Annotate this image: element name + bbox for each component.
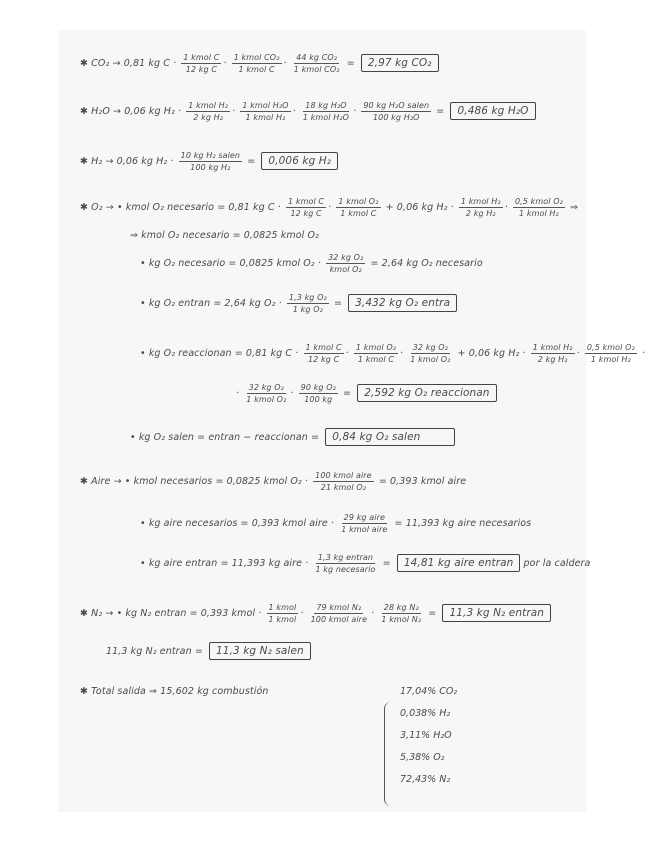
co2-calculation: ✱ CO₂ → 0,81 kg C · $\frac{\text{1 kmol C}}{\text{12 kg C}}$ · $\frac{\text{1 kmol CO₂}}{\text{1 kmol C}}$ · $\frac{\text{44 kg CO₂}}{\text{1 kmol CO₂}}$ = 2,97 kg CO₂: [80, 52, 439, 75]
pct-h2: 0,038% H₂: [400, 708, 451, 719]
n2-leaving-box: 11,3 kg N₂ salen: [209, 642, 311, 660]
handwritten-sheet: [58, 30, 646, 812]
air-entering: • kg aire entran = 11,393 kg aire · $\frac{\text{1,3 kg entran}}{\text{1 kg necesario}}$ = 14,81 kg aire entran por la caldera: [140, 553, 591, 574]
co2-result-box: 2,97 kg CO₂: [361, 54, 439, 72]
o2-entering-box: 3,432 kg O₂ entra: [348, 294, 457, 312]
air-kmol-needed: ✱ Aire → • kmol necesarios = 0,0825 kmol O₂ · $\frac{\text{100 kmol aire}}{\text{21 kmol O₂}}$ = 0,393 kmol aire: [80, 471, 467, 492]
h2o-result-box: 0,486 kg H₂O: [450, 102, 535, 120]
o2-leaving: • kg O₂ salen = entran − reaccionan = 0,84 kg O₂ salen: [130, 428, 455, 446]
percent-brace: [384, 702, 395, 806]
air-kg-needed: • kg aire necesarios = 0,393 kmol aire · $\frac{\text{29 kg aire}}{\text{1 kmol aire}}$ = 11,393 kg aire necesarios: [140, 513, 532, 534]
o2-needed-kg: • kg O₂ necesario = 0,0825 kmol O₂ · $\frac{\text{32 kg O₂}}{\text{kmol O₂}}$ = 2,64 kg O₂ necesario: [140, 253, 483, 274]
pct-n2: 72,43% N₂: [400, 774, 451, 785]
o2-needed-kmol: ✱ O₂ → • kmol O₂ necesario = 0,81 kg C · $\frac{\text{1 kmol C}}{\text{12 kg C}}$ · $\frac{\text{1 kmol O₂}}{\text{1 kmol C}}$ + 0,06 kg H₂ · $\frac{\text{1 kmol H₂}}{\text{2 kg H₂}}$ · $\frac{\text{0,5 kmol O₂}}{\text{1 kmol H₂}}$ ⇒: [80, 197, 579, 218]
h2-result-box: 0,006 kg H₂: [261, 152, 338, 170]
o2-reacting-cont: · $\frac{\text{32 kg O₂}}{\text{1 kmol O₂}}$ · $\frac{\text{90 kg O₂}}{100 kg}$ = 2,592 kg O₂ reaccionan: [236, 382, 497, 405]
pct-h2o: 3,11% H₂O: [400, 730, 452, 741]
o2-needed-kmol-result: ⇒ kmol O₂ necesario = 0,0825 kmol O₂: [130, 230, 319, 241]
air-entering-box: 14,81 kg aire entran: [397, 554, 521, 572]
total-output: ✱ Total salida ⇒ 15,602 kg combustión: [80, 686, 269, 697]
h2-calculation: ✱ H₂ → 0,06 kg H₂ · $\frac{\text{10 kg H₂ salen}}{\text{100 kg H₂}}$ = 0,006 kg H₂: [80, 150, 338, 173]
n2-leaving: 11,3 kg N₂ entran = 11,3 kg N₂ salen: [106, 642, 311, 660]
n2-entering: ✱ N₂ → • kg N₂ entran = 0,393 kmol · $\frac{\text{1 kmol}}{\text{1 kmol}}$ · $\frac{\text{79 kmol N₂}}{\text{100 kmol aire}}$ · $\frac{\text{28 kg N₂}}{\text{1 kmol N₂}}$ = 11,3 kg N₂ entran: [80, 602, 551, 625]
h2o-calculation: ✱ H₂O → 0,06 kg H₂ · $\frac{\text{1 kmol H₂}}{\text{2 kg H₂}}$ · $\frac{\text{1 kmol H₂O}}{\text{1 kmol H₂}}$ · $\frac{\text{18 kg H₂O}}{\text{1 kmol H₂O}}$ · $\frac{\text{90 kg H₂O salen}}{\text{100 kg H₂O}}$ = 0,486 kg H₂O: [80, 100, 536, 123]
o2-leaving-box: 0,84 kg O₂ salen: [325, 428, 455, 446]
pct-co2: 17,04% CO₂: [400, 686, 458, 697]
n2-entering-box: 11,3 kg N₂ entran: [442, 604, 551, 622]
pct-o2: 5,38% O₂: [400, 752, 445, 763]
o2-reacting: • kg O₂ reaccionan = 0,81 kg C · $\frac{\text{1 kmol C}}{\text{12 kg C}}$ · $\frac{\text{1 kmol O₂}}{\text{1 kmol C}}$ · $\frac{\text{32 kg O₂}}{\text{1 kmol O₂}}$ + 0,06 kg H₂ · $\frac{\text{1 kmol H₂}}{\text{2 kg H₂}}$ · $\frac{\text{0,5 kmol O₂}}{\text{1 kmol H₂}}$ ·: [140, 343, 646, 364]
o2-entering: • kg O₂ entran = 2,64 kg O₂ · $\frac{\text{1,3 kg O₂}}{\text{1 kg O₂}}$ = 3,432 kg O₂ entra: [140, 292, 457, 315]
o2-reacting-box: 2,592 kg O₂ reaccionan: [357, 384, 496, 402]
